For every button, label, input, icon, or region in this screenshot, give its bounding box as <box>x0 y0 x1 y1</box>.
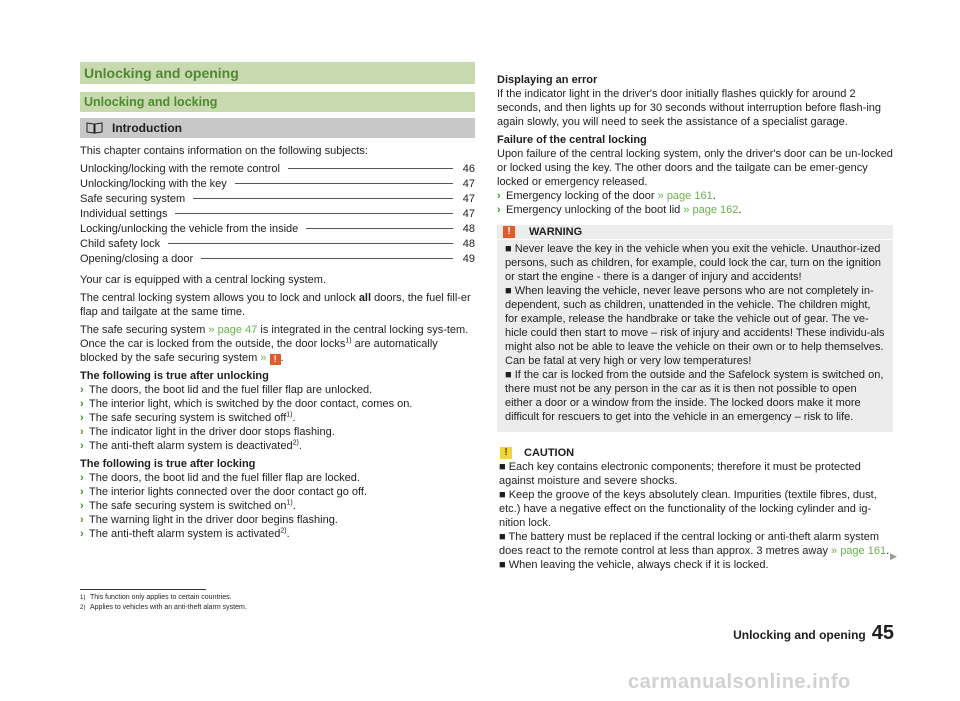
page-link[interactable]: » page 161 <box>657 190 713 202</box>
warning-item-text: If the car is locked from the outside and the Safelock system is switched on, there must not be any person in the car as it is then not possible to open either a door or a window from the inside. The locked doors make it more difficult for rescuers to get into the vehicle in an emergency – risk to life. <box>505 369 884 423</box>
toc-title[interactable]: Opening/closing a door <box>80 253 194 265</box>
list-item-text: The warning light in the driver door begins flashing. <box>89 514 338 526</box>
warning-box <box>497 225 893 432</box>
warning-item: ■ If the car is locked from the outside and the Safelock system is switched on, there must not be any person in the car as it is then not possible to open either a door or a window from the inside. The locked doors make it more difficult for rescuers to get into the vehicle in an emergency – risk to life. <box>505 369 884 423</box>
list-item-text: Emergency locking of the door <box>506 190 658 202</box>
footnote-mark: 2) <box>80 605 86 611</box>
arrow-icon: › <box>80 514 84 526</box>
toc-row[interactable] <box>80 222 475 237</box>
list-item <box>80 383 475 397</box>
list-item: › The safe securing system is switched off$^{1)}$. <box>80 411 296 424</box>
warning-item-text: When leaving the vehicle, never leave persons who are not completely in-dependent, such as children, unattended in the vehicle. The children might, for example, release the handbrake or take the vehicle out of gear. The ve-hicle could then start to move – risk of injury and accidents! These individu-als might also not be able to leave the vehicle on their own or to help themselves. Can be fatal at very high or very low temperatures! <box>505 285 885 367</box>
warning-item-text: Never leave the key in the vehicle when you exit the vehicle. Unauthor-ized persons, such as children, for example, could lock the car, turn on the ignition or start the engine - there is a danger of injury and accidents! <box>505 243 882 283</box>
arrow-icon: › <box>497 204 501 216</box>
footnote-ref[interactable]: 1) <box>345 337 352 345</box>
left-column <box>80 62 475 545</box>
intro-text: This chapter contains information on the following subjects: <box>80 145 368 157</box>
caution-item-text: Each key contains electronic components; therefore it must be protected against moisture and severe shocks. <box>499 461 861 487</box>
arrow-icon: › <box>80 412 84 424</box>
toc-row[interactable] <box>80 252 475 267</box>
page-footer <box>733 622 894 644</box>
caution-item: ■ Keep the groove of the keys absolutely clean. Impurities (textile fibres, dust, etc.) have a negative effect on the functionality of the locking cylinder and ig-nition lock. <box>499 489 877 529</box>
paragraph: Your car is equipped with a central locking system. <box>80 274 326 286</box>
subsection-heading <box>80 118 475 138</box>
list-item: › Emergency unlocking of the boot lid » page 162. <box>497 204 742 216</box>
page-link[interactable]: » page 47 <box>208 324 258 336</box>
caution-body <box>497 460 893 572</box>
caution-item: ■ When leaving the vehicle, always check if it is locked. <box>499 559 769 571</box>
list-item: › The anti-theft alarm system is deactivated$^{2)}$. <box>80 439 302 452</box>
toc-leader <box>175 213 453 214</box>
arrow-icon: › <box>80 472 84 484</box>
chapter-heading: Unlocking and opening <box>80 62 475 84</box>
footnote-ref[interactable]: 2) <box>280 527 287 535</box>
toc-row[interactable] <box>80 207 475 222</box>
paragraph: Upon failure of the central locking system, only the driver's door can be un-locked or locked using the key. The other doors and the tailgate can be emer-gency locked or emergency released. <box>497 148 893 188</box>
text: The central locking system allows you to lock and unlock <box>80 292 359 304</box>
list-item <box>80 471 475 485</box>
caution-label: CAUTION <box>524 447 575 459</box>
list-item: › Emergency locking of the door » page 161. <box>497 190 716 202</box>
table-of-contents <box>80 162 475 267</box>
subsection-title: Introduction <box>112 121 182 135</box>
footnote-text: Applies to vehicles with an anti-theft alarm system. <box>90 604 247 611</box>
warning-icon[interactable]: ! <box>270 354 281 365</box>
toc-row[interactable] <box>80 237 475 252</box>
text: . <box>280 352 284 364</box>
lock-heading: The following is true after locking <box>80 458 256 470</box>
caution-item-text: Keep the groove of the keys absolutely clean. Impurities (textile fibres, dust, etc.) have a negative effect on the functionality of the locking cylinder and ig-nition lock. <box>499 489 877 529</box>
toc-page[interactable]: 47 <box>462 208 475 220</box>
paragraph: If the indicator light in the driver's door initially flashes quickly for around 2 seconds, and then lights up for 30 seconds without interruption before flash-ing again slowly, you will need to seek the assistance of a specialist garage. <box>497 88 882 128</box>
list-item <box>80 425 475 439</box>
toc-row[interactable] <box>80 162 475 177</box>
toc-leader <box>288 168 453 169</box>
caution-item: ■ Each key contains electronic components; therefore it must be protected against moisture and severe shocks. <box>499 461 861 487</box>
warning-item: ■ When leaving the vehicle, never leave persons who are not completely in-dependent, such as children, unattended in the vehicle. The children might, for example, release the handbrake or take the vehicle out of gear. The ve-hicle could then start to move – risk of injury and accidents! These individu-als might also not be able to leave the vehicle on their own or to help themselves. Can be fatal at very high or very low temperatures! <box>505 285 885 367</box>
book-icon <box>86 122 104 134</box>
list-item <box>80 485 475 499</box>
list-item-text: The anti-theft alarm system is deactivated <box>89 440 293 452</box>
toc-leader <box>168 243 453 244</box>
section-heading: Unlocking and locking <box>80 92 475 112</box>
toc-leader <box>235 183 453 184</box>
toc-row[interactable] <box>80 177 475 192</box>
right-column <box>497 73 893 572</box>
list-item-text: The anti-theft alarm system is activated <box>89 528 281 540</box>
footnote <box>80 603 380 613</box>
page-number: 45 <box>871 622 894 644</box>
caution-item-text: The battery must be replaced if the central locking or anti-theft alarm system does react to the remote control at less than approx. 3 metres away <box>499 531 880 557</box>
caution-item-text: When leaving the vehicle, always check if it is locked. <box>508 559 769 571</box>
paragraph <box>80 291 475 319</box>
text: is integrated in the central locking sys-tem. Once the car is locked from the outside, the door locks <box>80 324 469 350</box>
list-item: › The anti-theft alarm system is activated$^{2)}$. <box>80 527 290 540</box>
footnote <box>80 593 380 603</box>
list-item-text: The safe securing system is switched on <box>89 500 287 512</box>
emergency-links <box>497 189 893 217</box>
warning-body <box>497 242 893 424</box>
footnote-mark: 1) <box>80 595 86 601</box>
bold-text: all <box>358 292 372 304</box>
footnote-ref[interactable]: 2) <box>292 439 299 447</box>
arrow-icon: › <box>80 486 84 498</box>
page-link[interactable]: » page 161 <box>831 545 887 557</box>
arrow-icon: › <box>80 426 84 438</box>
warning-icon: ! <box>503 226 515 238</box>
toc-page[interactable]: 48 <box>462 238 475 250</box>
list-item-text: The doors, the boot lid and the fuel filler flap are unlocked. <box>89 384 373 396</box>
lock-list <box>80 471 475 541</box>
toc-title[interactable]: Individual settings <box>80 208 168 220</box>
footnote-ref[interactable]: 1) <box>286 411 293 419</box>
arrow-icon: › <box>80 384 84 396</box>
error-heading: Displaying an error <box>497 74 598 86</box>
unlock-heading: The following is true after unlocking <box>80 370 269 382</box>
toc-page[interactable]: 49 <box>462 253 475 265</box>
unlock-list <box>80 383 475 453</box>
warning-item: ■ Never leave the key in the vehicle when you exit the vehicle. Unauthor-ized persons, such as children, for example, could lock the car, turn on the ignition or start the engine - there is a danger of injury and accidents! <box>505 243 882 283</box>
arrow-icon: › <box>80 528 84 540</box>
caution-header <box>497 446 893 460</box>
list-item-text: The safe securing system is switched off <box>89 412 287 424</box>
footnote-rule <box>80 589 206 590</box>
arrow-icon: › <box>80 440 84 452</box>
footnote-ref[interactable]: 1) <box>286 499 293 507</box>
footnotes <box>80 589 380 613</box>
footnote-text: This function only applies to certain countries. <box>90 594 232 601</box>
toc-page[interactable]: 48 <box>462 223 475 235</box>
continue-arrow-icon: ▶ <box>890 551 897 561</box>
toc-leader <box>193 198 453 199</box>
toc-page[interactable]: 47 <box>462 178 475 190</box>
footer-title: Unlocking and opening <box>733 628 866 642</box>
toc-title[interactable]: Unlocking/locking with the remote control <box>80 163 280 175</box>
toc-leader <box>201 258 453 259</box>
arrow-icon: › <box>80 500 84 512</box>
warning-label: WARNING <box>529 226 583 238</box>
text: The safe securing system <box>80 324 209 336</box>
caution-icon: ! <box>500 447 512 459</box>
list-item <box>80 513 475 527</box>
text: are automatically blocked by the safe securing system <box>80 338 438 364</box>
toc-title[interactable]: Child safety lock <box>80 238 161 250</box>
list-item <box>80 397 475 411</box>
toc-title[interactable]: Unlocking/locking with the key <box>80 178 227 190</box>
toc-title[interactable]: Safe securing system <box>80 193 186 205</box>
toc-title[interactable]: Locking/unlocking the vehicle from the inside <box>80 223 299 235</box>
warning-link[interactable]: » <box>260 352 267 364</box>
list-item-text: The interior light, which is switched by the door contact, comes on. <box>89 398 413 410</box>
list-item-text: The doors, the boot lid and the fuel filler flap are locked. <box>89 472 360 484</box>
list-item: › The safe securing system is switched $on^{1)}$. <box>80 499 296 512</box>
toc-page[interactable]: 46 <box>462 163 475 175</box>
arrow-icon: › <box>497 190 501 202</box>
caution-item: ■ The battery must be replaced if the central locking or anti-theft alarm system does react to the remote control at less than approx. 3 metres away » page 161. <box>499 531 890 557</box>
list-item-text: The indicator light in the driver door stops flashing. <box>89 426 335 438</box>
paragraph <box>80 323 475 365</box>
warning-header <box>497 225 893 240</box>
toc-page[interactable]: 47 <box>462 193 475 205</box>
page-link[interactable]: » page 162 <box>683 204 739 216</box>
toc-leader <box>306 228 453 229</box>
watermark: carmanualsonline.info <box>628 671 851 693</box>
list-item-text: The interior lights connected over the door contact go off. <box>89 486 368 498</box>
list-item-text: Emergency unlocking of the boot lid <box>506 204 684 216</box>
text: doors, the fuel fill-er flap and tailgate at the same time. <box>80 292 471 318</box>
toc-row[interactable] <box>80 192 475 207</box>
failure-heading: Failure of the central locking <box>497 134 647 146</box>
arrow-icon: › <box>80 398 84 410</box>
